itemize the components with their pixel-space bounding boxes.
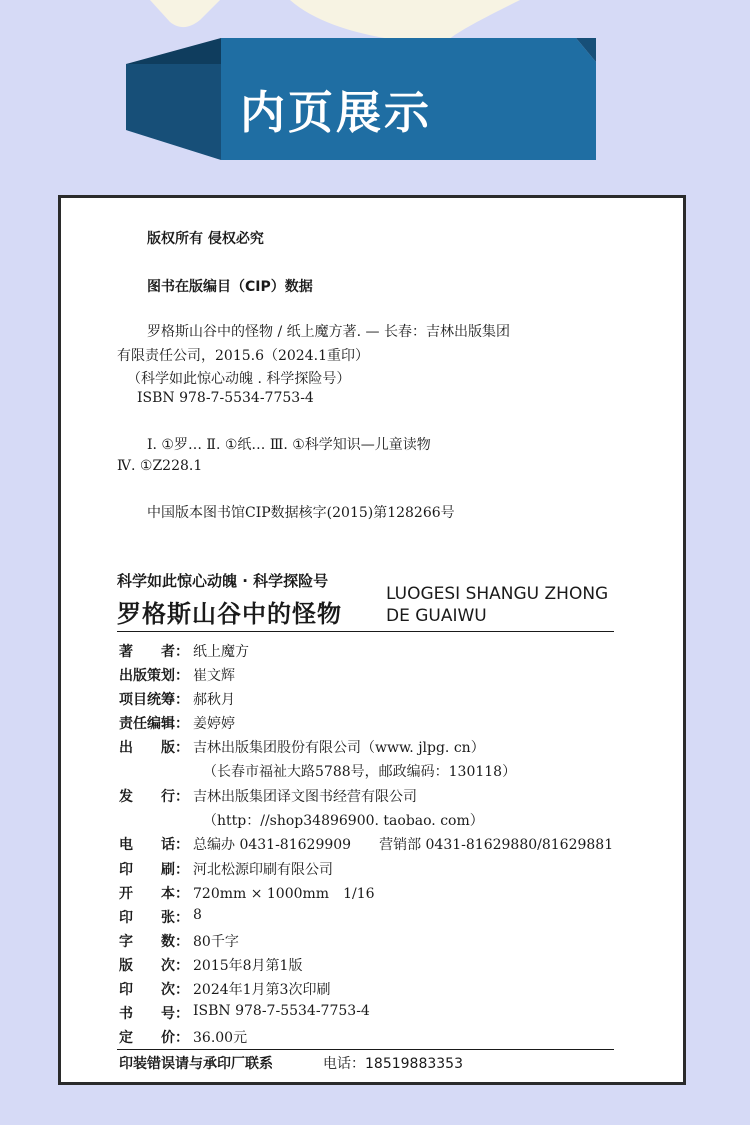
cip-line-2: 有限责任公司，2015.6（2024.1重印） (117, 348, 369, 364)
footer-notice: 印装错误请与承印厂联系 (119, 1056, 273, 1072)
cip-line-3: （科学如此惊心动魄 . 科学探险号） (127, 371, 351, 387)
credit-label: 项目统筹： (119, 692, 189, 708)
pinyin-title-1: LUOGESI SHANGU ZHONG (386, 584, 609, 604)
credit-value: 河北松源印刷有限公司 (193, 862, 333, 878)
copyright-notice: 版权所有 侵权必究 (147, 231, 264, 247)
credit-value: 8 (193, 907, 202, 923)
credit-label: 定 价： (119, 1030, 189, 1046)
credit-value: 姜婷婷 (193, 716, 235, 732)
credit-label: 书 号： (119, 1006, 189, 1022)
cip-line-5: Ⅰ. ①罗… Ⅱ. ①纸… Ⅲ. ①科学知识—儿童读物 (147, 437, 431, 453)
copyright-page (58, 195, 686, 1085)
credit-value: 80千字 (193, 934, 239, 950)
credit-value: 总编办 0431-81629909 营销部 0431-81629880/81629881 (193, 837, 614, 853)
credit-value: 2015年8月第1版 (193, 958, 303, 974)
credit-label: 印 张： (119, 910, 189, 926)
footer-phone: 电话：18519883353 (323, 1056, 463, 1072)
credit-value: 2024年1月第3次印刷 (193, 982, 331, 998)
header-rule (117, 631, 614, 632)
footer-rule (117, 1049, 614, 1050)
credit-label: 印 次： (119, 982, 189, 998)
credit-value: 吉林出版集团股份有限公司（www. jlpg. cn） (193, 740, 485, 756)
cip-line-1: 罗格斯山谷中的怪物 / 纸上魔方著. — 长春：吉林出版集团 (147, 324, 510, 340)
credit-label: 印 刷： (119, 862, 189, 878)
credit-label: 出版策划： (119, 668, 189, 684)
credit-value: 郝秋月 (193, 692, 235, 708)
credit-label: 发 行： (119, 789, 189, 805)
credit-value: 吉林出版集团译文图书经营有限公司 (193, 789, 417, 805)
cip-isbn: ISBN 978-7-5534-7753-4 (137, 390, 314, 406)
credit-label: 字 数： (119, 934, 189, 950)
credit-label: 版 次： (119, 958, 189, 974)
credit-value: 崔文辉 (193, 668, 235, 684)
credit-value-secondary: （http：//shop34896900. taobao. com） (203, 813, 484, 829)
credit-value: 36.00元 (193, 1030, 248, 1046)
cip-line-6: Ⅳ. ①Z228.1 (117, 458, 203, 474)
credit-value-secondary: （长春市福祉大路5788号，邮政编码：130118） (203, 764, 517, 780)
banner-title: 内页展示 (240, 86, 433, 139)
credit-label: 开 本： (119, 886, 189, 902)
series-name: 科学如此惊心动魄 · 科学探险号 (117, 572, 329, 590)
pinyin-title-2: DE GUAIWU (386, 606, 487, 626)
book-title: 罗格斯山谷中的怪物 (117, 600, 342, 628)
credit-value: 720mm × 1000mm 1/16 (193, 886, 375, 902)
credit-value: 纸上魔方 (193, 644, 249, 660)
cip-heading: 图书在版编目（CIP）数据 (147, 279, 313, 295)
credit-label: 著 者： (119, 644, 189, 660)
credit-label: 责任编辑： (119, 716, 189, 732)
credit-label: 出 版： (119, 740, 189, 756)
credit-value: ISBN 978-7-5534-7753-4 (193, 1003, 370, 1019)
credit-label: 电 话： (119, 837, 189, 853)
cip-record-number: 中国版本图书馆CIP数据核字(2015)第128266号 (147, 505, 455, 521)
